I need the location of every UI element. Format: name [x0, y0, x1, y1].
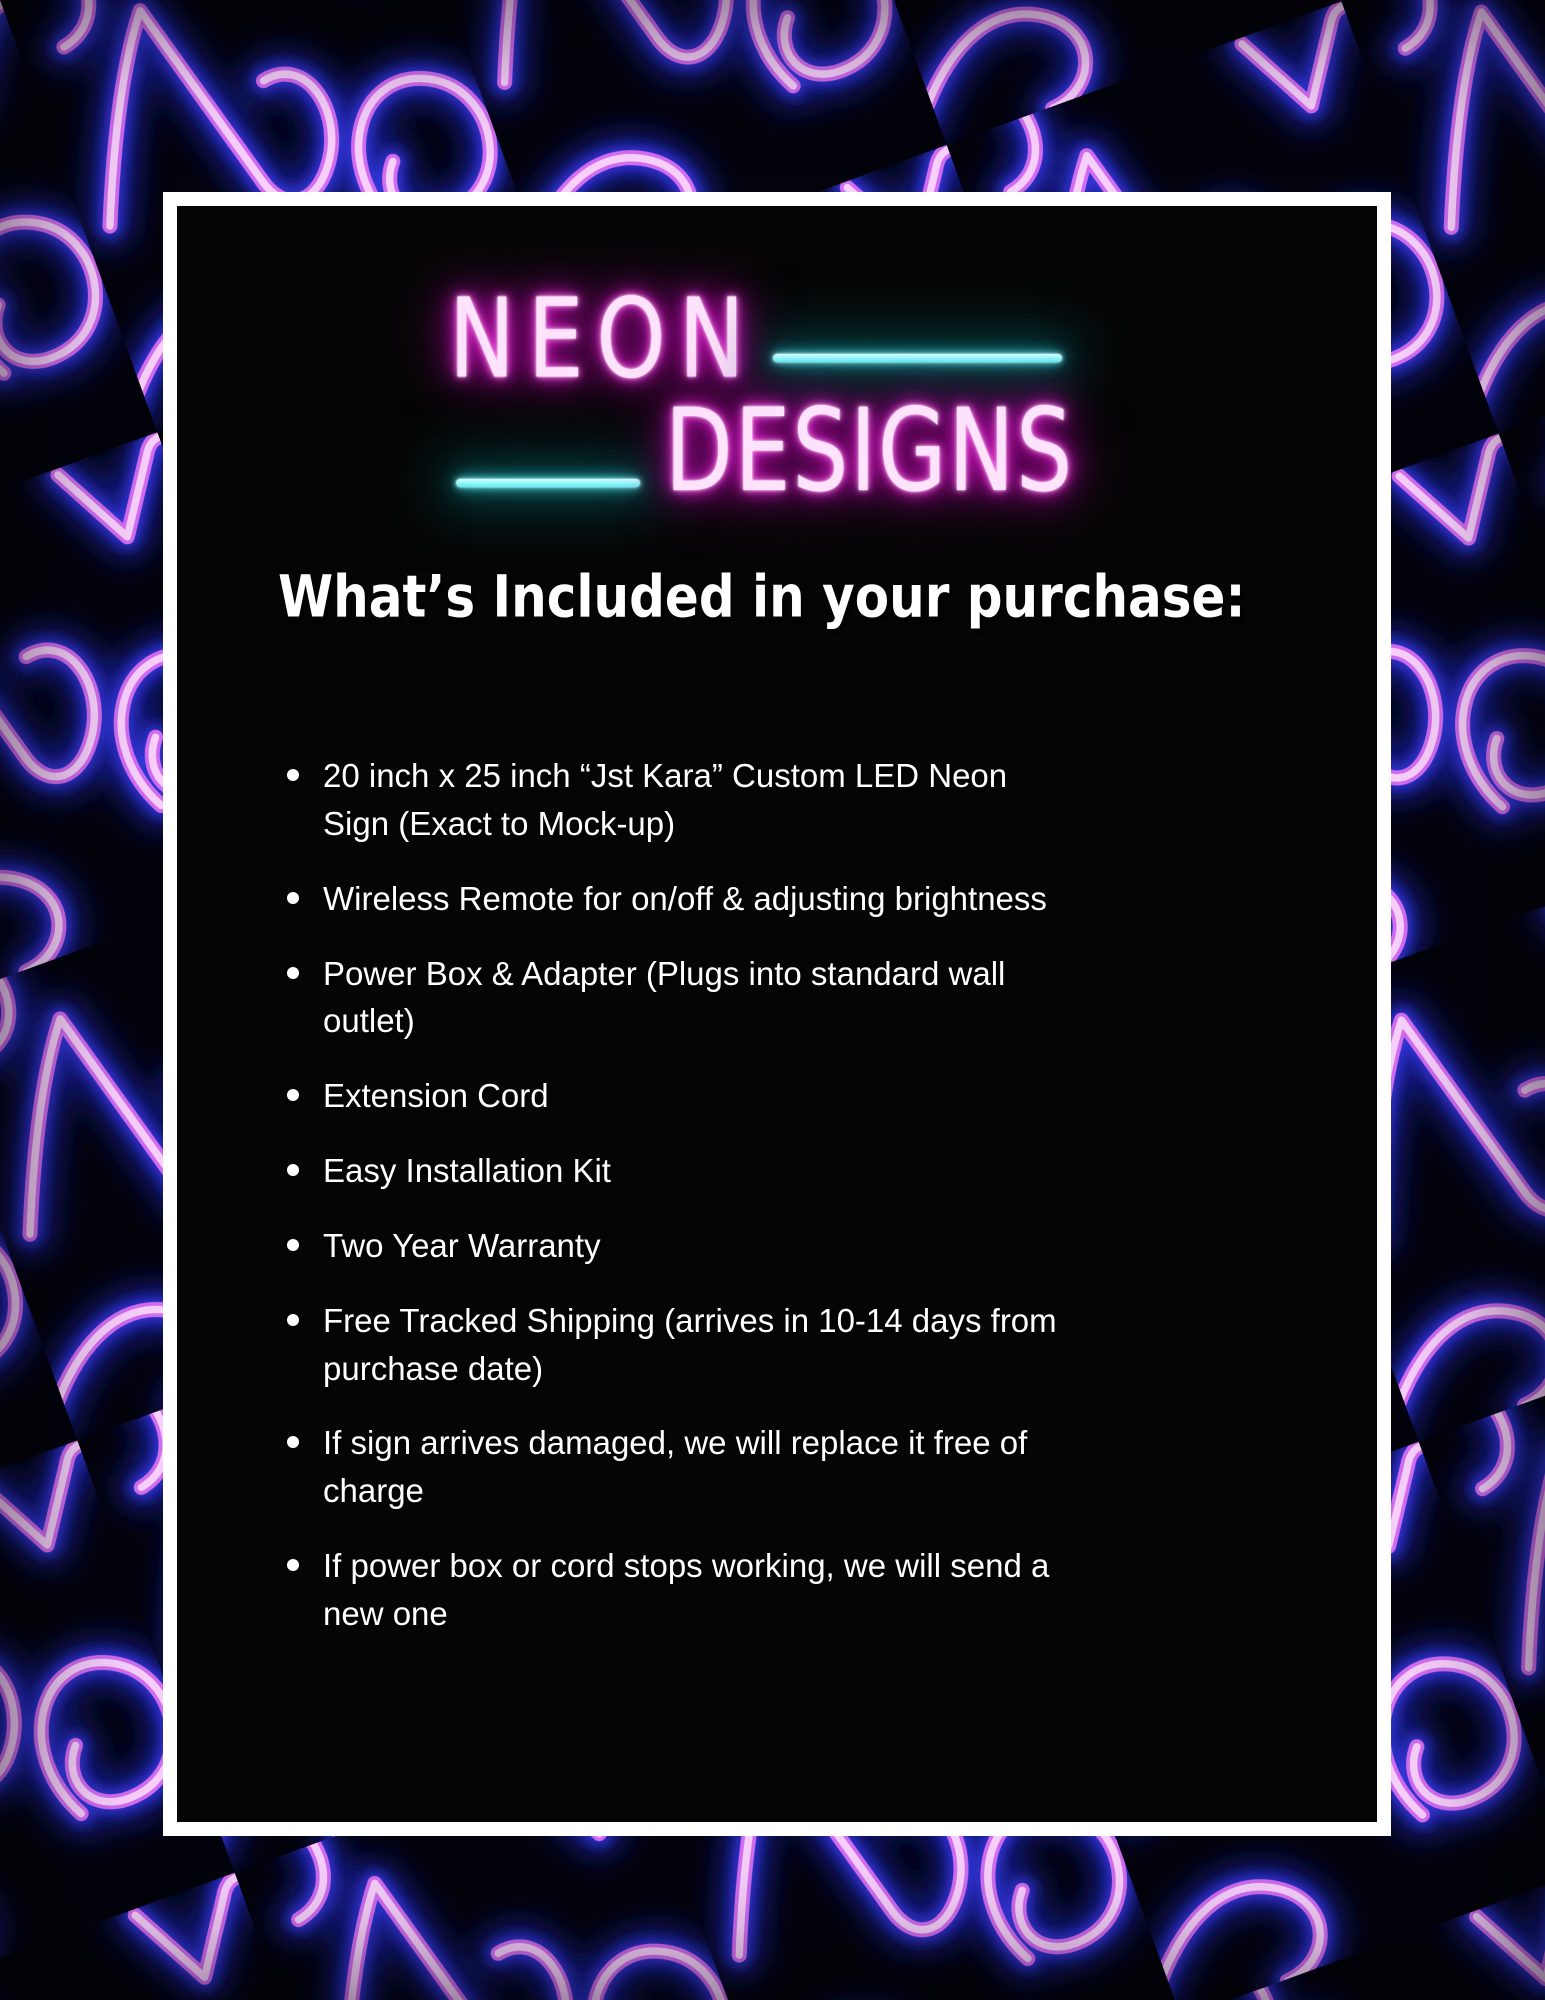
- list-item: [323, 1419, 1079, 1515]
- info-card: [163, 192, 1391, 1836]
- bullet-icon: [287, 1436, 299, 1448]
- bullet-icon: [287, 1239, 299, 1251]
- bullet-icon: [287, 1314, 299, 1326]
- list-item-text: Easy Installation Kit: [323, 1152, 611, 1190]
- list-item-text: Power Box & Adapter (Plugs into standard wall outlet): [323, 954, 1006, 1040]
- bullet-icon: [287, 892, 299, 904]
- bullet-icon: [287, 967, 299, 979]
- list-item-text: Free Tracked Shipping (arrives in 10-14 days from purchase date): [323, 1301, 1057, 1387]
- list-item: [323, 752, 1079, 848]
- logo-word-designs: DESIGNS: [665, 383, 1075, 518]
- logo-word-neon: NEON: [449, 274, 758, 403]
- list-item-text: 20 inch x 25 inch “Jst Kara” Custom LED Neon Sign (Exact to Mock-up): [323, 757, 1008, 842]
- list-item-text: Wireless Remote for on/off & adjusting brightness: [323, 879, 1047, 917]
- list-item: [323, 1222, 1079, 1270]
- page-title: What’s Included in your purchase:: [278, 563, 1246, 631]
- included-list: [323, 752, 1079, 1665]
- bullet-icon: [287, 1164, 299, 1176]
- list-item-text: If sign arrives damaged, we will replace it free of charge: [323, 1424, 1028, 1510]
- bullet-icon: [287, 1559, 299, 1571]
- list-item: [323, 1297, 1079, 1393]
- logo-line-bottom: [456, 479, 640, 487]
- list-item: [323, 1542, 1079, 1638]
- list-item-text: Extension Cord: [323, 1077, 549, 1115]
- list-item: [323, 1072, 1079, 1120]
- list-item-text: Two Year Warranty: [323, 1226, 601, 1264]
- logo-line-top: [773, 354, 1062, 362]
- bullet-icon: [287, 769, 299, 781]
- list-item-text: If power box or cord stops working, we will send a new one: [323, 1547, 1050, 1632]
- bullet-icon: [287, 1089, 299, 1101]
- list-item: [323, 1147, 1079, 1195]
- list-item: [323, 950, 1079, 1046]
- list-item: [323, 875, 1079, 923]
